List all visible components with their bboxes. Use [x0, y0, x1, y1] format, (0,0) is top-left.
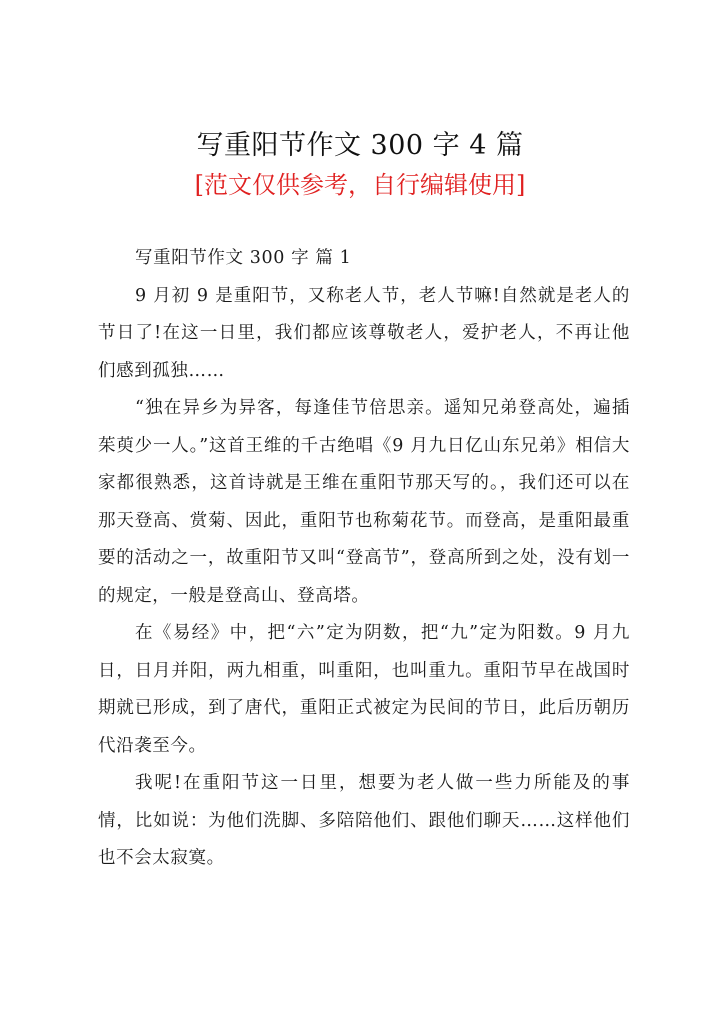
section-heading: 写重阳节作文 300 字 篇 1 [135, 248, 352, 268]
document-subtitle: [范文仅供参考，自行编辑使用] [194, 171, 526, 199]
document-body [98, 240, 630, 878]
paragraph-4: 我呢!在重阳节这一日里，想要为老人做一些力所能及的事情，比如说：为他们洗脚、多陪陪他们、跟他们聊天……这样他们也不会太寂寞。 [98, 773, 630, 868]
paragraph-1: 9 月初 9 是重阳节，又称老人节，老人节嘛!自然就是老人的节日了!在这一日里，我们都应该尊敬老人，爱护老人，不再让他们感到孤独…… [98, 285, 630, 381]
document-title: 写重阳节作文 300 字 4 篇 [196, 130, 524, 161]
paragraph-2: “独在异乡为异客，每逢佳节倍思亲。遥知兄弟登高处，遍插茱萸少一人。”这首王维的千古绝唱《9 月九日亿山东兄弟》相信大家都很熟悉，这首诗就是王维在重阳节那天写的。，我们还可以在那天登高、赏菊、因此，重阳节也称菊花节。而登高，是重阳最重要的活动之一，故重阳节又叫“登高节”，登高所到之处，没有划一的规定，一般是登高山、登高塔。 [98, 398, 630, 606]
paragraph-3: 在《易经》中，把“六”定为阴数，把“九”定为阳数。9 月九日，日月并阳，两九相重，叫重阳，也叫重九。重阳节早在战国时期就已形成，到了唐代，重阳正式被定为民间的节日，此后历朝历代沿袭至今。 [98, 623, 630, 756]
